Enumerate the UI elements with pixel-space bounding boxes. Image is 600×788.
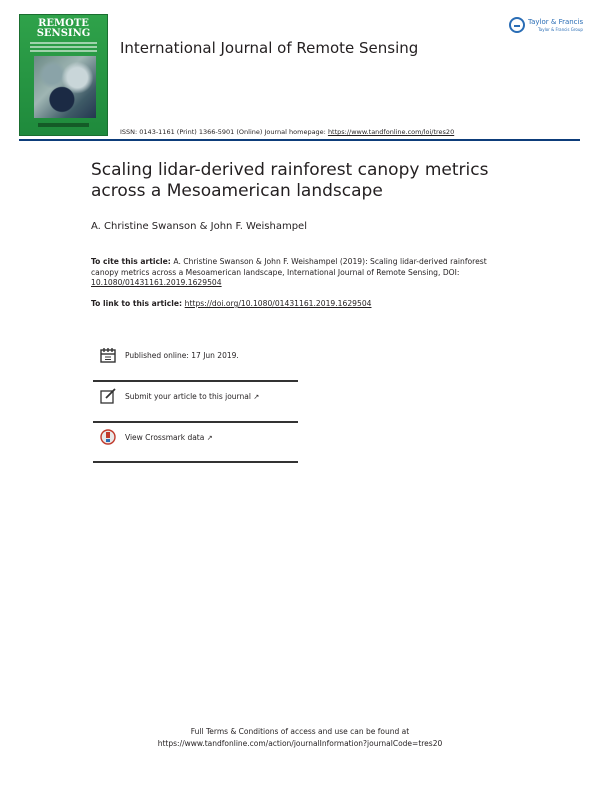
citation-label: To cite this article:	[91, 257, 174, 266]
edit-icon	[100, 388, 116, 404]
publisher-logo-icon	[509, 17, 525, 33]
header-divider	[19, 139, 580, 141]
article-doi-link[interactable]: https://doi.org/10.1080/01431161.2019.1629504	[184, 299, 372, 308]
publisher-logo-subtext: Taylor & Francis Group	[538, 27, 583, 32]
citation-doi-link[interactable]: 10.1080/01431161.2019.1629504	[91, 278, 222, 287]
submit-article-row[interactable]	[100, 388, 298, 416]
article-title: Scaling lidar-derived rainforest canopy metrics across a Mesoamerican landscape	[91, 160, 489, 201]
crossmark-row[interactable]	[100, 429, 298, 457]
cover-footer-bar	[38, 123, 89, 127]
footer-terms	[0, 726, 600, 750]
citation-text: A. Christine Swanson & John F. Weishampel (2019): Scaling lidar-derived rainforest canopy metrics across a Mesoamerican landscape, International Journal of Remote Sensing, DOI:	[91, 257, 487, 277]
cover-subtitle-lines	[30, 42, 97, 53]
divider	[93, 380, 298, 382]
external-link-icon: ↗	[253, 393, 260, 401]
footer-terms-text: Full Terms & Conditions of access and use can be found at	[190, 727, 410, 736]
publisher-logo	[509, 17, 587, 37]
divider	[93, 461, 298, 463]
divider	[93, 421, 298, 423]
submit-article-link[interactable]: Submit your article to this journal	[125, 392, 251, 401]
crossmark-link[interactable]: View Crossmark data	[125, 433, 205, 442]
external-link-icon: ↗	[206, 434, 213, 442]
citation-block	[91, 257, 511, 289]
journal-cover	[19, 14, 108, 136]
article-link-line	[91, 299, 371, 308]
published-online-text: Published online: 17 Jun 2019.	[125, 351, 239, 360]
journal-homepage-link[interactable]: https://www.tandfonline.com/loi/tres20	[327, 128, 455, 136]
cover-title: REMOTE SENSING	[36, 18, 91, 39]
crossmark-icon	[100, 429, 116, 445]
issn-text: ISSN: 0143-1161 (Print) 1366-5901 (Online) Journal homepage:	[120, 128, 328, 136]
cover-satellite-image	[34, 56, 96, 118]
footer-terms-link[interactable]: https://www.tandfonline.com/action/journalInformation?journalCode=tres20	[157, 739, 443, 748]
link-label: To link to this article:	[91, 299, 185, 308]
article-authors: A. Christine Swanson & John F. Weishampel	[91, 221, 307, 232]
journal-name: International Journal of Remote Sensing	[120, 39, 419, 57]
publisher-logo-text: Taylor & Francis	[528, 18, 584, 26]
issn-line	[120, 128, 454, 136]
published-online-row	[100, 347, 298, 375]
calendar-icon	[100, 347, 116, 363]
